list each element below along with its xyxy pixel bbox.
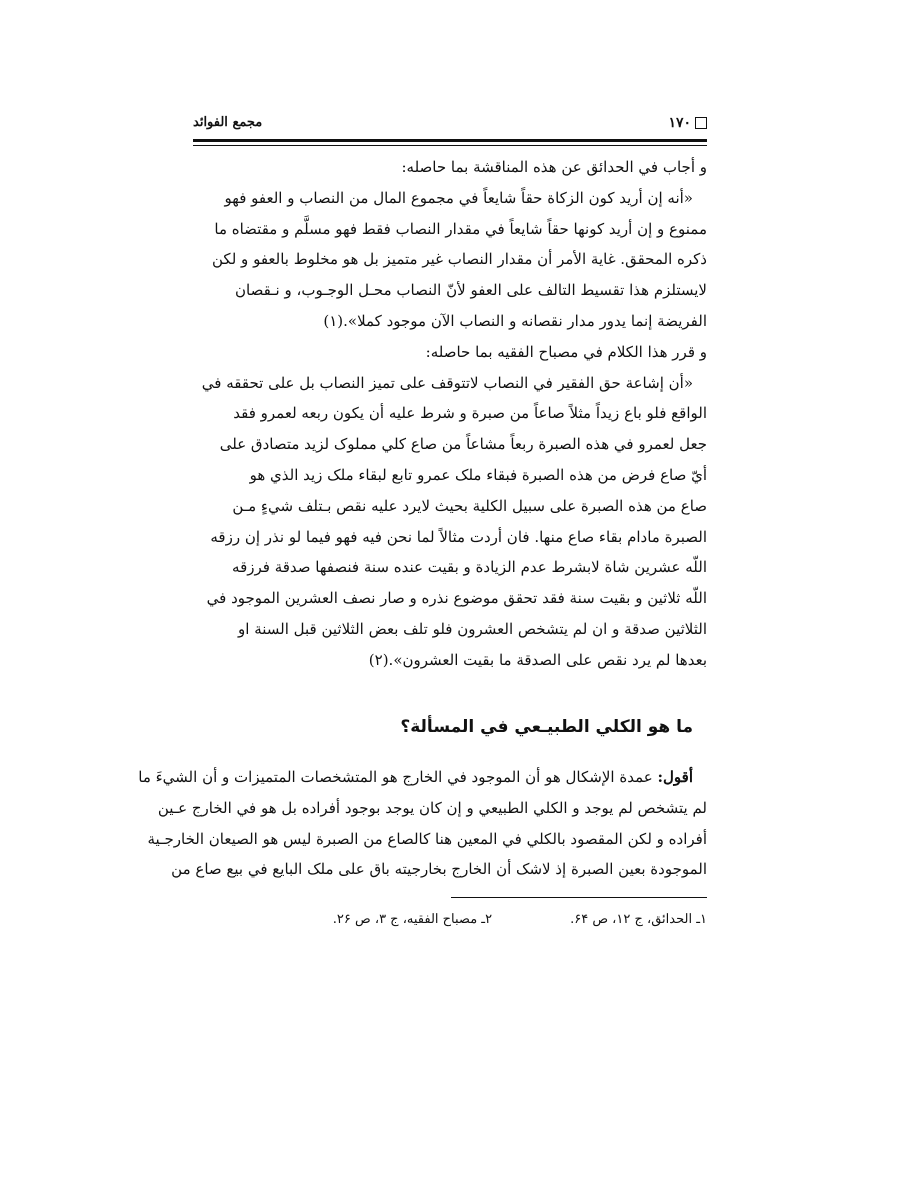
quote-line: ممنوع و إن أريد كونها حقاً شايعاً في مقدار النصاب فقط فهو مسلَّم و مقتضاه ما	[214, 219, 707, 238]
quote-line: «أنه إن أريد كون الزكاة حقاً شايعاً في مجموع المال من النصاب و العفو فهو	[224, 188, 693, 207]
section1-intro: و أجاب في الحدائق عن هذه المناقشة بما حاصله:	[401, 158, 707, 176]
first-line-text: عمدة الإشكال هو أن الموجود في الخارج هو المتشخصات المتميزات و أن الشيءَ ما	[138, 768, 658, 786]
quote-line: اللّه عشرين شاة لابشرط عدم الزيادة و بقيت عنده سنة فنصفها صدقة فرزقه	[232, 558, 707, 577]
quote-line: لايستلزم هذا تقسيط التالف على العفو لأنّ النصاب محـل الوجـوب، و نـقصان	[234, 281, 707, 300]
quote-line: جعل لعمرو في هذه الصبرة ربعاً مشاعاً من صاع كلي مملوک لزيد متصادق على	[219, 435, 707, 454]
footnote-rule	[451, 897, 707, 898]
footnote-2: ۲ـ مصباح الفقيه، ج ۳، ص ۲۶.	[332, 912, 493, 927]
quote-line: الثلاثين صدقة و ان لم يتشخص العشرون فلو تلف بعض الثلاثين قبل السنة او	[238, 619, 707, 638]
page-number: ۱۷۰	[668, 115, 691, 131]
lead-word: أقول:	[657, 768, 693, 786]
page-number-block	[668, 115, 707, 131]
header-rule-thin	[193, 145, 707, 146]
quote-line: ذكره المحقق. غاية الأمر أن مقدار النصاب غير متميز بل هو مخلوط بالعفو و لكن	[212, 250, 707, 269]
quote-line: بعدها لم يرد نقص على الصدقة ما بقيت العشرون».(۲)	[368, 650, 707, 669]
book-title: مجمع الفوائد	[193, 115, 263, 130]
square-icon	[695, 117, 707, 129]
body-text-2	[138, 762, 707, 885]
page-header	[193, 113, 707, 141]
paragraph-line: لم يتشخص لم يوجد و الكلي الطبيعي و إن كان يوجد بوجود أفراده بل هو في الخارج عـين	[157, 798, 707, 817]
footnotes	[193, 912, 707, 927]
footnote-1: ۱ـ الحدائق، ج ۱۲، ص ۶۴.	[570, 912, 707, 927]
paragraph-line: الموجودة بعين الصبرة إذ لاشک أن الخارج بخارجيته باق على ملک البايع في بيع صاع من	[171, 860, 707, 879]
quote-line: الفريضة إنما يدور مدار نقصانه و النصاب الآن موجود كملا».(۱)	[323, 311, 707, 330]
paragraph-first-line	[138, 762, 707, 793]
section2-intro: و قرر هذا الكلام في مصباح الفقيه بما حاصله:	[425, 342, 707, 361]
quote-line: «أن إشاعة حق الفقير في النصاب لاتتوقف على تميز النصاب بل على تحققه في	[201, 373, 693, 392]
quote-line: الواقع فلو باع زيداً مثلاً صاعاً من صبرة و شرط عليه أن يكون ربعه لعمرو فقد	[233, 404, 707, 423]
quote-line: أيّ صاع فرض من هذه الصبرة فبقاء ملک عمرو تابع لبقاء ملک زيد الذي هو	[249, 465, 707, 484]
quote-line: الصبرة مادام بقاء صاع منها. فان أردت مثالاً لما نحن فيه فهو فيما لو نذر إن رزقه	[210, 527, 707, 546]
section-heading: ما هو الكلي الطبيـعي في المسألة؟	[400, 717, 693, 737]
paragraph-line: أفراده و لكن المقصود بالكلي في المعين هنا كالصاع من الصبرة ليس هو الصيعان الخارجـية	[147, 829, 707, 848]
header-rule-thick	[193, 139, 707, 142]
quote-line: صاع من هذه الصبرة على سبيل الكلية بحيث لايرد عليه نقص بـتلف شيءٍ مـن	[232, 496, 707, 515]
quote-line: اللّه ثلاثين و بقيت سنة فقد تحقق موضوع نذره و صار نصف العشرين الموجود في	[206, 589, 707, 608]
body-text	[193, 152, 707, 676]
